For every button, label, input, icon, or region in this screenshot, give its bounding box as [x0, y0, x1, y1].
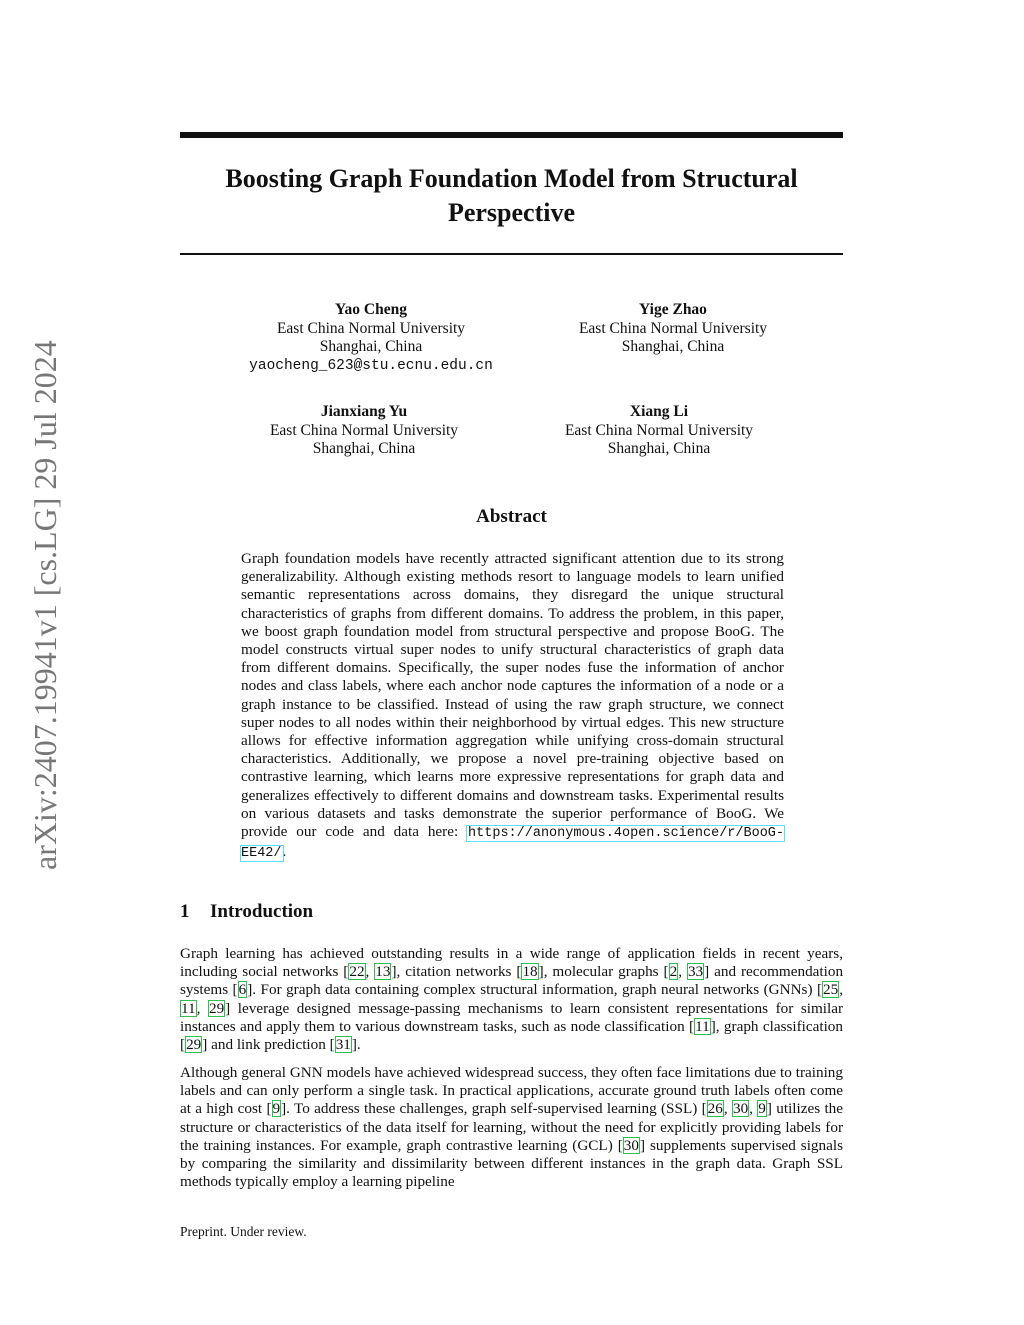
citation-link[interactable]: 29	[208, 999, 225, 1017]
author-affiliation: East China Normal University	[276, 319, 466, 337]
author-affiliation: East China Normal University	[578, 319, 768, 337]
text-run: ].	[351, 1036, 361, 1054]
arxiv-stamp: arXiv:2407.19941v1 [cs.LG] 29 Jul 2024	[27, 340, 63, 870]
author-name: Yao Cheng	[335, 301, 407, 318]
text-run: ]. For graph data containing complex structural information, graph neural networks (GNNs) [	[247, 981, 823, 999]
citation-link[interactable]: 26	[707, 1100, 723, 1118]
text-run: Although general GNN models have achieved widespread success, they often face limitations due to training labels and can only perform a single task. In practical applications, accurate ground truth labels often come at a high cost [	[180, 1064, 843, 1118]
abstract-end: .	[282, 843, 287, 861]
citation-link[interactable]: 13	[375, 963, 391, 981]
citation-link[interactable]: 9	[758, 1100, 766, 1118]
citation-link[interactable]: 25	[823, 981, 839, 999]
author-affiliation: East China Normal University	[269, 421, 459, 439]
section-title: Introduction	[210, 901, 314, 922]
citation-link[interactable]: 33	[687, 963, 704, 981]
text-run: ,	[365, 963, 375, 981]
abstract-text: Graph foundation models have recently attracted significant attention due to its strong generalizability. Although existing methods resort to language models to learn unified semantic representations across domains, they disregard the unique structural characteristics of graphs from different domains. To address the problem, in this paper, we boost graph foundation model from structural perspective and propose BooG. The model constructs virtual super nodes to unify structural characteristics of graph data from different domains. Specifically, the super nodes fuse the information of anchor nodes and class labels, where each anchor node captures the information of a node or a graph instance to be classified. Instead of using the raw graph structure, we connect super nodes to all nodes within their neighborhood by virtual edges. This new structure allows for effective information aggregation while unifying cross-domain structural characteristics. Additionally, we propose a novel pre-training objective based on contrastive learning, which learns more expressive representations for graph data and generalizes effectively to different domains and downstream tasks. Experimental results on various datasets and tasks demonstrate the superior performance of BooG. We provide our code and data here:	[241, 550, 784, 841]
author-name: Jianxiang Yu	[320, 403, 408, 420]
text-run: ,	[839, 981, 844, 999]
citation-link[interactable]: 30	[623, 1136, 639, 1154]
author-location: Shanghai, China	[621, 338, 725, 355]
citation-link[interactable]: 22	[349, 963, 365, 981]
code-link[interactable]: https://anonymous.4open.science/r/BooG-EE42/	[241, 826, 784, 862]
text-run: ], graph classification [	[180, 1017, 843, 1054]
paper-title: Boosting Graph Foundation Model from Structural Perspective	[225, 164, 798, 227]
citation-link[interactable]: 11	[181, 999, 196, 1017]
author-name: Yige Zhao	[639, 301, 707, 318]
footer-note: Preprint. Under review.	[180, 1224, 307, 1239]
author-location: Shanghai, China	[312, 440, 416, 457]
author-block-3	[223, 403, 505, 459]
author-location: Shanghai, China	[319, 338, 423, 355]
intro-paragraph-2	[180, 1064, 843, 1191]
citation-link[interactable]: 30	[732, 1100, 749, 1118]
text-run: ,	[678, 963, 687, 981]
author-block-2	[532, 301, 814, 357]
text-run: ,	[196, 999, 208, 1017]
section-number: 1	[180, 901, 190, 922]
citation-link[interactable]: 11	[695, 1017, 710, 1035]
text-run: ]. To address these challenges, graph self-supervised learning (SSL) [	[281, 1100, 707, 1118]
author-affiliation: East China Normal University	[564, 421, 754, 439]
title-rule-bottom	[180, 253, 843, 255]
citation-link[interactable]: 9	[272, 1100, 281, 1118]
intro-paragraph-1	[180, 945, 843, 1054]
author-block-4	[518, 403, 800, 459]
author-location: Shanghai, China	[607, 440, 711, 457]
abstract-heading: Abstract	[476, 506, 547, 527]
text-run: ] supplements supervised signals by comparing the similarity and dissimilarity between different instances in the graph data. Graph SSL methods typically employ a learning pipeline	[180, 1136, 843, 1191]
citation-link[interactable]: 2	[669, 963, 678, 981]
section-heading	[180, 901, 313, 923]
text-run: ], molecular graphs [	[538, 963, 669, 981]
author-name: Xiang Li	[629, 403, 689, 420]
text-run: ] and recommendation systems [	[180, 963, 844, 999]
citation-link[interactable]: 6	[238, 981, 247, 999]
citation-link[interactable]: 31	[335, 1036, 351, 1054]
text-run: ], citation networks [	[391, 963, 522, 981]
text-run: ,	[723, 1100, 732, 1118]
citation-link[interactable]: 18	[522, 963, 538, 981]
citation-link[interactable]: 29	[186, 1036, 202, 1054]
author-email: yaocheng_623@stu.ecnu.edu.cn	[249, 357, 493, 374]
title-rule-top	[180, 132, 843, 138]
text-run: ] and link prediction [	[202, 1036, 335, 1054]
author-block-1	[230, 301, 512, 375]
abstract-body	[241, 550, 784, 863]
text-run: Graph learning has achieved outstanding results in a wide range of application fields in recent years, including social networks [	[180, 945, 843, 981]
text-run: ,	[749, 1100, 758, 1118]
text-run: ] leverage designed message-passing mechanisms to learn consistent representations for similar instances and apply them to various downstream tasks, such as node classification [	[180, 999, 844, 1035]
text-run: ] utilizes the structure or characteristics of the data itself for learning, without the need for explicitly providing labels for the training instances. For example, graph contrastive learning (GCL) [	[180, 1100, 843, 1154]
